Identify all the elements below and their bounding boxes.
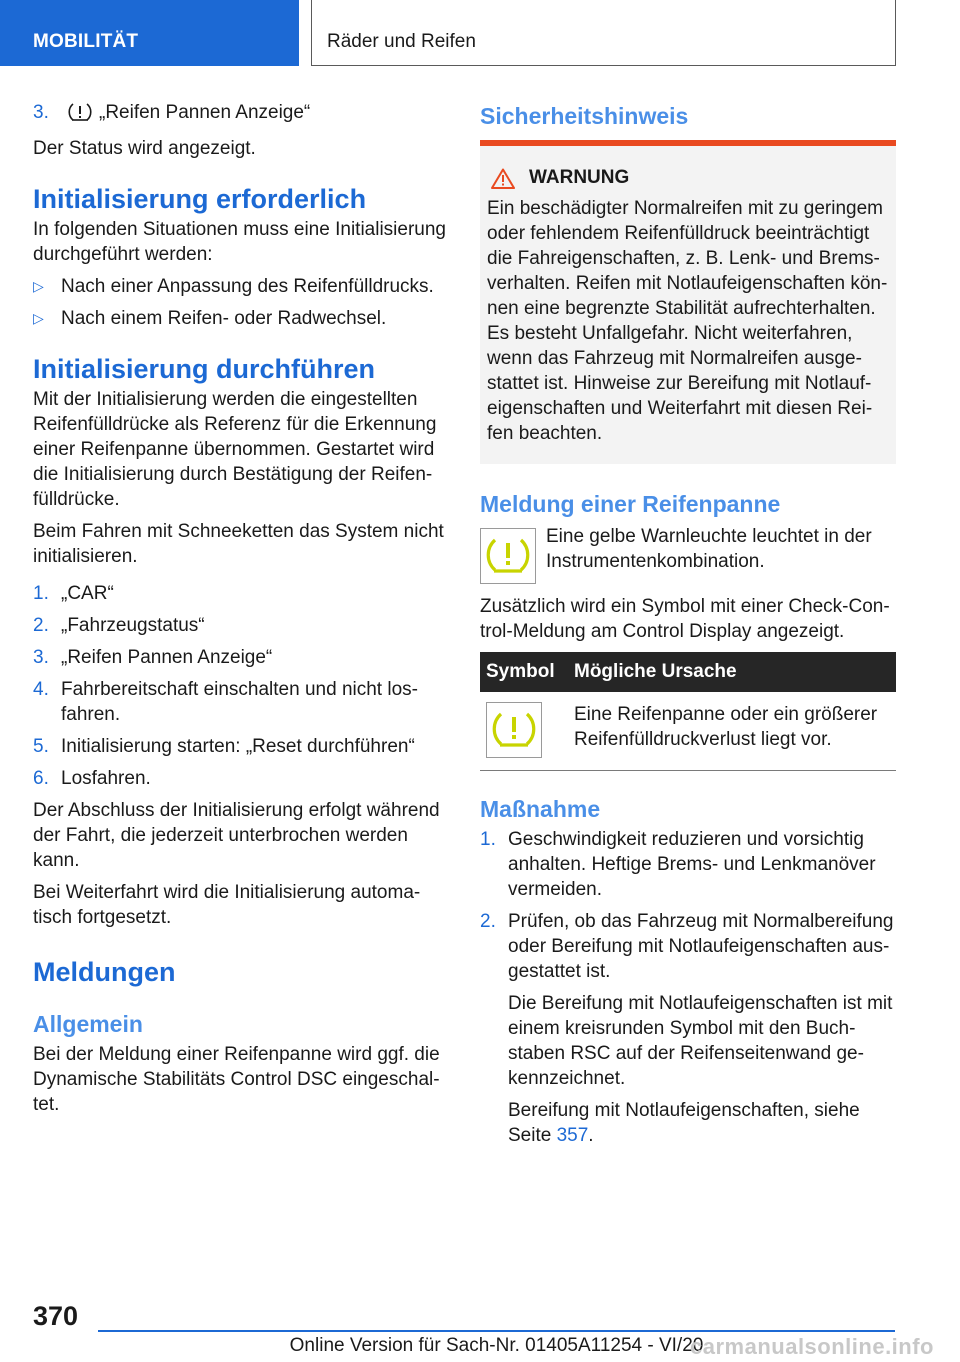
footer-divider bbox=[98, 1330, 895, 1332]
list-item bbox=[33, 306, 447, 331]
warning-box bbox=[480, 140, 896, 464]
heading-messages: Meldungen bbox=[33, 957, 176, 987]
watermark: carmanualsonline.info bbox=[690, 1334, 934, 1359]
heading-safety: Sicherheitshinweis bbox=[480, 103, 689, 129]
warning-title: WARNUNG bbox=[529, 167, 630, 188]
preceding-step-list bbox=[33, 100, 447, 129]
list-item bbox=[33, 581, 447, 606]
control-display-text: Zusätzlich wird ein Symbol mit einer Check-Control-Meldung am Control Display angezeigt. bbox=[480, 596, 890, 642]
warning-text: Ein beschädigter Normalreifen mit zu geringem oder fehlendem Reifenfülldruck beeinträchtigt die Fahreigenschaften, z. B. Lenk- und Bremsverhalten. Reifen mit Notlaufeigenschaften können eine begrenzte Stabilität aufrechterhalten. Es besteht Unfallgefahr. Nicht weiterfahren, wenn das Fahrzeug mit Normalreifen ausgestattet ist. Hinweise zur Bereifung mit Notlaufeigenschaften und Weiterfahrt mit diesen Reifen beachten. bbox=[487, 198, 888, 444]
list-item bbox=[33, 734, 447, 759]
bullet-text: Nach einem Reifen- oder Radwechsel. bbox=[61, 308, 387, 329]
list-item bbox=[33, 766, 447, 791]
init-required-list bbox=[33, 274, 447, 331]
list-item bbox=[480, 909, 896, 1148]
step-number: 1. bbox=[480, 829, 496, 850]
table-cell-cause: Eine Reifenpanne oder ein größerer Reifenfülldruckverlust liegt vor. bbox=[568, 692, 896, 771]
step-text: „Reifen Pannen Anzeige“ bbox=[61, 647, 273, 668]
status-text: Der Status wird angezeigt. bbox=[33, 138, 256, 159]
tpms-outline-icon bbox=[67, 102, 93, 129]
completion-paragraph: Der Abschluss der Initialisierung erfolgt während der Fahrt, die jederzeit unterbrochen werden kann. bbox=[33, 800, 440, 871]
left-column bbox=[33, 100, 447, 1124]
reference-suffix: . bbox=[588, 1125, 594, 1146]
step-number: 1. bbox=[33, 583, 49, 604]
step-text: „CAR“ bbox=[61, 583, 114, 604]
page-number: 370 bbox=[33, 1301, 79, 1331]
step-text: „Fahrzeugstatus“ bbox=[61, 615, 205, 636]
heading-init-required: Initialisierung erforderlich bbox=[33, 184, 367, 214]
heading-measure: Maßnahme bbox=[480, 796, 601, 822]
list-item bbox=[33, 677, 447, 727]
step-number: 5. bbox=[33, 736, 49, 757]
footer-online-version: Online Version für Sach-Nr. 01405A11254 - VI/20 bbox=[289, 1335, 704, 1356]
init-steps-list bbox=[33, 581, 447, 791]
list-item bbox=[33, 274, 447, 299]
section-title: MOBILITÄT bbox=[0, 0, 299, 66]
warning-title-row bbox=[487, 166, 888, 190]
heading-general: Allgemein bbox=[33, 1011, 143, 1037]
init-perform-paragraph: Mit der Initialisierung werden die eingestellten Reifenfülldrücke als Referenz für die Erkennung einer Reifenpanne übernommen. Gestartet wird die Initialisierung durch Bestätigung der Reifenfülldrücke. bbox=[33, 389, 437, 510]
step-text: Initialisierung starten: „Reset durchführen“ bbox=[61, 736, 415, 757]
init-required-intro: In folgenden Situationen muss eine Initialisierung durchgeführt werden: bbox=[33, 219, 446, 265]
general-paragraph: Bei der Meldung einer Reifenpanne wird ggf. die Dynamische Stabilitäts Control DSC eingeschaltet. bbox=[33, 1044, 440, 1115]
tpms-yellow-lamp-icon bbox=[480, 528, 536, 584]
heading-flat-message: Meldung einer Reifenpanne bbox=[480, 491, 781, 517]
table-header-cause: Mögliche Ursache bbox=[568, 652, 896, 692]
runflat-reference bbox=[508, 1098, 896, 1148]
table-header-symbol: Symbol bbox=[480, 652, 568, 692]
page-header bbox=[0, 0, 960, 66]
table-row bbox=[480, 692, 896, 771]
warning-lamp-row bbox=[480, 524, 896, 584]
list-item bbox=[480, 827, 896, 902]
step-number: 2. bbox=[33, 615, 49, 636]
table-header-row bbox=[480, 652, 896, 692]
step-number: 3. bbox=[33, 102, 49, 123]
table-cell-symbol bbox=[480, 692, 568, 771]
step-text: Fahrbereitschaft einschalten und nicht losfahren. bbox=[61, 679, 418, 725]
step-text: Prüfen, ob das Fahrzeug mit Normalbereifung oder Bereifung mit Notlaufeigenschaften ausgestattet ist. bbox=[508, 911, 894, 982]
triangle-bullet-icon: ▷ bbox=[33, 310, 44, 326]
step-number: 4. bbox=[33, 679, 49, 700]
bullet-text: Nach einer Anpassung des Reifenfülldrucks. bbox=[61, 276, 434, 297]
step-number: 3. bbox=[33, 647, 49, 668]
rsc-symbol-note: Die Bereifung mit Notlaufeigenschaften ist mit einem kreisrunden Symbol mit den Buchstaben RSC auf der Reifenseitenwand gekennzeichnet. bbox=[508, 993, 893, 1089]
snow-chain-note: Beim Fahren mit Schneeketten das System nicht initialisieren. bbox=[33, 521, 444, 567]
measure-list bbox=[480, 827, 896, 1148]
triangle-bullet-icon: ▷ bbox=[33, 278, 44, 294]
reference-text: Bereifung mit Notlaufeigenschaften, siehe Seite bbox=[508, 1100, 860, 1146]
step-number: 2. bbox=[480, 911, 496, 932]
tpms-yellow-lamp-icon bbox=[486, 702, 542, 758]
continuation-paragraph: Bei Weiterfahrt wird die Initialisierung automatisch fortgesetzt. bbox=[33, 882, 421, 928]
step-text: Losfahren. bbox=[61, 768, 151, 789]
page-link[interactable]: 357 bbox=[556, 1125, 589, 1146]
heading-init-perform: Initialisierung durchführen bbox=[33, 354, 376, 384]
chapter-title: Räder und Reifen bbox=[311, 0, 896, 66]
right-column bbox=[480, 100, 896, 1155]
warning-lamp-text: Eine gelbe Warnleuchte leuchtet in der Instrumentenkombination. bbox=[546, 526, 872, 572]
step-text: Geschwindigkeit reduzieren und vorsichtig anhalten. Heftige Brems- und Lenkmanöver vermeiden. bbox=[508, 829, 876, 900]
list-item bbox=[33, 645, 447, 670]
step-number: 6. bbox=[33, 768, 49, 789]
list-item bbox=[33, 100, 447, 129]
list-item bbox=[33, 613, 447, 638]
symbol-table bbox=[480, 652, 896, 771]
warning-triangle-icon bbox=[491, 168, 515, 189]
step-text: „Reifen Pannen Anzeige“ bbox=[99, 102, 311, 123]
